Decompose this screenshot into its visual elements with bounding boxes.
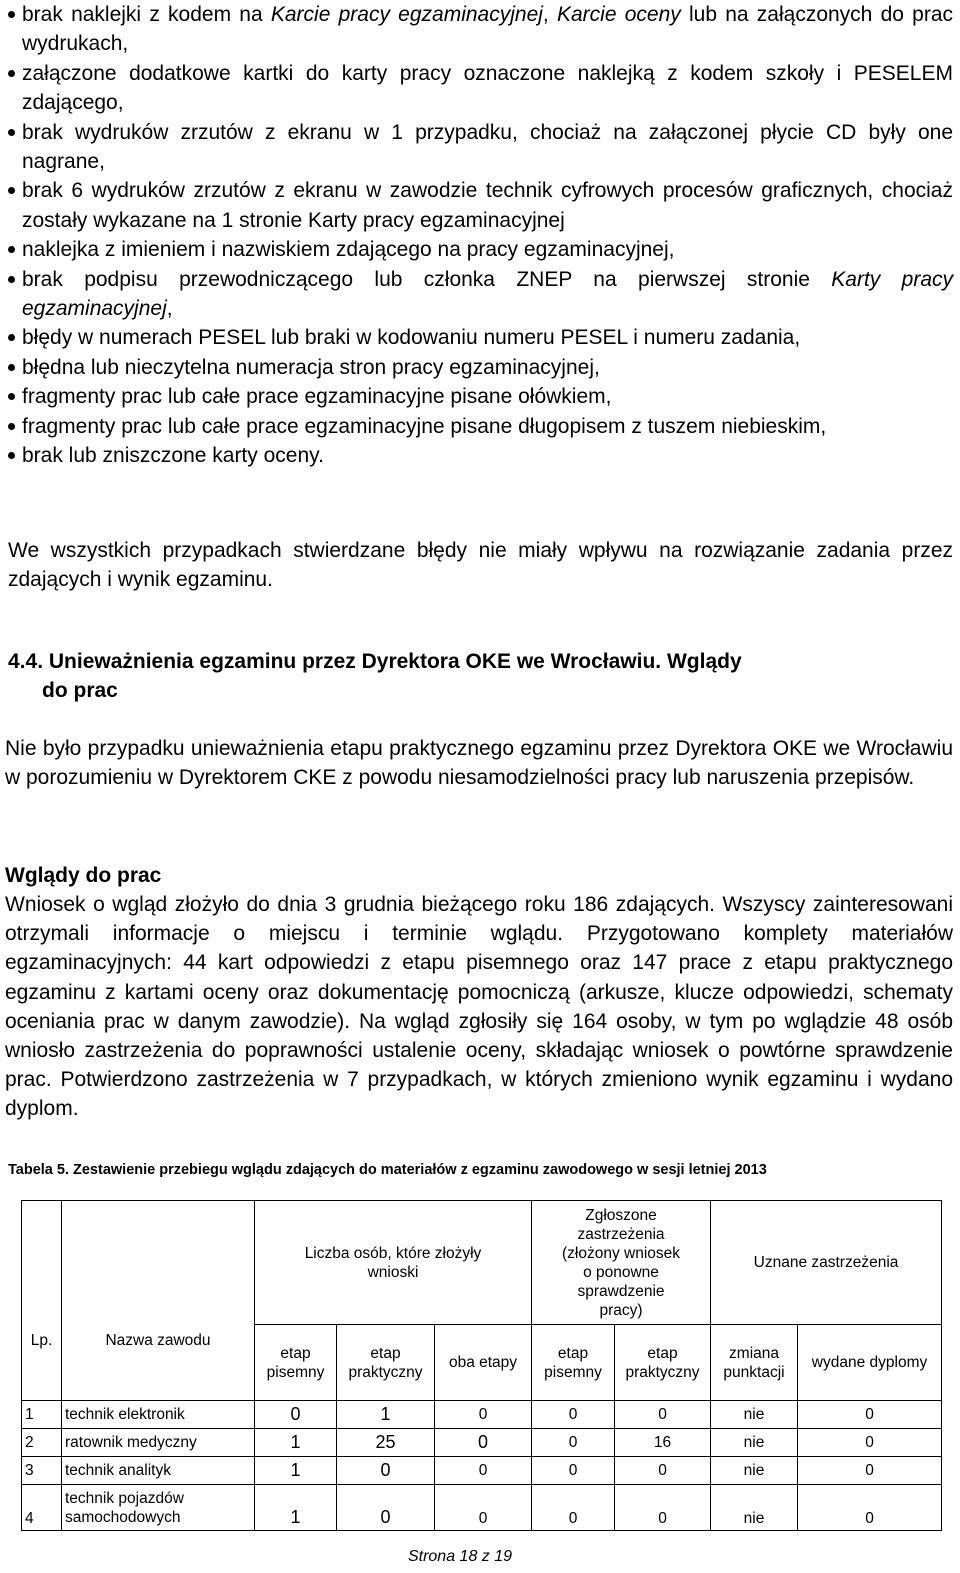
cell-name: technik analityk [62,1457,255,1485]
list-item [8,0,953,59]
cell-name: technik pojazdów samochodowych [62,1485,255,1531]
subheader-cell: oba etapy [435,1325,532,1401]
bullet-icon [8,423,15,430]
cell-value: 0 [435,1429,532,1457]
subheader-cell: zmiana punktacji [711,1325,798,1401]
cell-value: 0 [615,1457,711,1485]
bullet-icon [8,246,15,253]
cell-value: 0 [798,1429,942,1457]
cell-value: 0 [532,1485,615,1531]
subheader-cell: wydane dyplomy [798,1325,942,1401]
cell-value: 0 [532,1429,615,1457]
list-item-text: brak 6 wydruków zrzutów z ekranu w zawodzie technik cyfrowych procesów graficznych, chociaż zostały wykazane na 1 stronie Karty pracy egzaminacyjnej [22,179,953,232]
table-row [22,1429,942,1457]
cell-value: 0 [798,1401,942,1429]
bullet-icon [8,364,15,371]
cell-value: 0 [435,1457,532,1485]
list-item [8,176,953,235]
cell-value: 0 [798,1457,942,1485]
cell-value: 0 [337,1457,435,1485]
cell-value: nie [711,1485,798,1531]
list-item [8,323,953,352]
list-item [8,265,953,324]
list-item-text: błędy w numerach PESEL lub braki w kodowaniu numeru PESEL i numeru zadania, [22,326,801,350]
section-heading-line-2: do prac [42,679,118,702]
bullet-icon [8,393,15,400]
cell-value: nie [711,1401,798,1429]
cell-value: 0 [532,1457,615,1485]
header-name: Nazwa zawodu [62,1201,255,1401]
review-table [21,1200,942,1531]
subheader-cell: etap praktyczny [615,1325,711,1401]
list-item [8,59,953,118]
cell-lp: 1 [22,1401,62,1429]
list-item-text: naklejka z imieniem i nazwiskiem zdającego na pracy egzaminacyjnej, [22,238,675,262]
cell-value: nie [711,1457,798,1485]
bullet-icon [8,452,15,459]
cell-value: 1 [255,1457,337,1485]
list-item-text: brak lub zniszczone karty oceny. [22,444,324,468]
header-objections: Zgłoszone zastrzeżenia (złożony wniosek o ponowne sprawdzenie pracy) [532,1201,711,1325]
list-item-text: brak naklejki z kodem na Karcie pracy egzaminacyjnej, Karcie oceny lub na załączonych do prac wydrukach, [22,3,954,56]
bullet-icon [8,334,15,341]
bullet-icon [8,276,15,283]
table-row [22,1457,942,1485]
list-item [8,382,953,411]
header-requests: Liczba osób, które złożyły wnioski [255,1201,532,1325]
bullet-icon [8,129,15,136]
cell-value: 0 [435,1485,532,1531]
cell-name: ratownik medyczny [62,1429,255,1457]
error-list [8,0,953,471]
header-accepted: Uznane zastrzeżenia [711,1201,942,1325]
cell-value: 1 [255,1429,337,1457]
review-heading: Wglądy do prac [5,864,162,887]
cell-name: technik elektronik [62,1401,255,1429]
bullet-icon [8,11,15,18]
cell-value: 0 [532,1401,615,1429]
list-item-text: fragmenty prac lub całe prace egzaminacyjne pisane długopisem z tuszem niebieskim, [22,414,827,438]
cell-value: 1 [255,1485,337,1531]
cell-lp: 3 [22,1457,62,1485]
cell-value: nie [711,1429,798,1457]
cell-value: 25 [337,1429,435,1457]
table-header-row [22,1201,942,1325]
list-item [8,118,953,177]
cell-value: 0 [798,1485,942,1531]
section-heading-line-1: 4.4. Unieważnienia egzaminu przez Dyrektora OKE we Wrocławiu. Wglądy [8,650,742,673]
bullet-icon [8,187,15,194]
list-item-text: brak podpisu przewodniczącego lub członka ZNEP na pierwszej stronie Karty pracy egzaminacyjnej, [22,267,953,321]
page-footer: Strona 18 z 19 [407,1548,513,1565]
table-row [22,1485,942,1531]
bullet-icon [8,70,15,77]
header-lp: Lp. [22,1201,62,1401]
cell-value: 0 [615,1401,711,1429]
list-item-text: fragmenty prac lub całe prace egzaminacyjne pisane ołówkiem, [22,385,612,409]
list-item [8,441,953,470]
subheader-cell: etap praktyczny [337,1325,435,1401]
review-paragraph: Wniosek o wgląd złożyło do dnia 3 grudnia bieżącego roku 186 zdających. Wszyscy zainteresowani otrzymali informacje o miejscu i terminie wglądu. Przygotowano komplety materiałów egzaminacyjnych: 44 kart odpowiedzi z etapu pisemnego oraz 147 prace z etapu praktycznego egzaminu z kartami oceny oraz dokumentację pomocniczą (arkusze, klucze odpowiedzi, schematy oceniania prac w danym zawodzie). Na wgląd zgłosiły się 164 osoby, w tym po wglądzie 48 osób wniosło zastrzeżenia do poprawności ustalenie oceny, składając wniosek o powtórne sprawdzenie prac. Potwierdzono zastrzeżenia w 7 przypadkach, w których zmieniono wynik egzaminu i wydano dyplom. [5,893,953,1121]
list-item [8,353,953,382]
list-item-text: błędna lub nieczytelna numeracja stron pracy egzaminacyjnej, [22,355,600,379]
cell-value: 1 [337,1401,435,1429]
annulment-paragraph: Nie było przypadku unieważnienia etapu praktycznego egzaminu przez Dyrektora OKE we Wrocławiu w porozumieniu w Dyrektorem CKE z powodu niesamodzielności pracy lub naruszenia przepisów. [5,737,953,790]
cell-lp: 4 [22,1485,62,1531]
cell-value: 0 [615,1485,711,1531]
cell-lp: 2 [22,1429,62,1457]
subheader-cell: etap pisemny [255,1325,337,1401]
list-item [8,235,953,264]
cell-value: 0 [255,1401,337,1429]
cell-value: 0 [435,1401,532,1429]
summary-paragraph: We wszystkich przypadkach stwierdzane błędy nie miały wpływu na rozwiązanie zadania przez zdających i wynik egzaminu. [8,539,953,592]
list-item-text: brak wydruków zrzutów z ekranu w 1 przypadku, chociaż na załączonej płycie CD były one nagrane, [22,120,953,174]
cell-value: 16 [615,1429,711,1457]
table-row [22,1401,942,1429]
cell-value: 0 [337,1485,435,1531]
list-item-text: załączone dodatkowe kartki do karty pracy oznaczone naklejką z kodem szkoły i PESELEM zdającego, [22,61,953,115]
section-heading [8,647,953,705]
subheader-cell: etap pisemny [532,1325,615,1401]
list-item [8,412,953,441]
table-caption: Tabela 5. Zestawienie przebiegu wglądu zdających do materiałów z egzaminu zawodowego w sesji letniej 2013 [8,1162,767,1178]
